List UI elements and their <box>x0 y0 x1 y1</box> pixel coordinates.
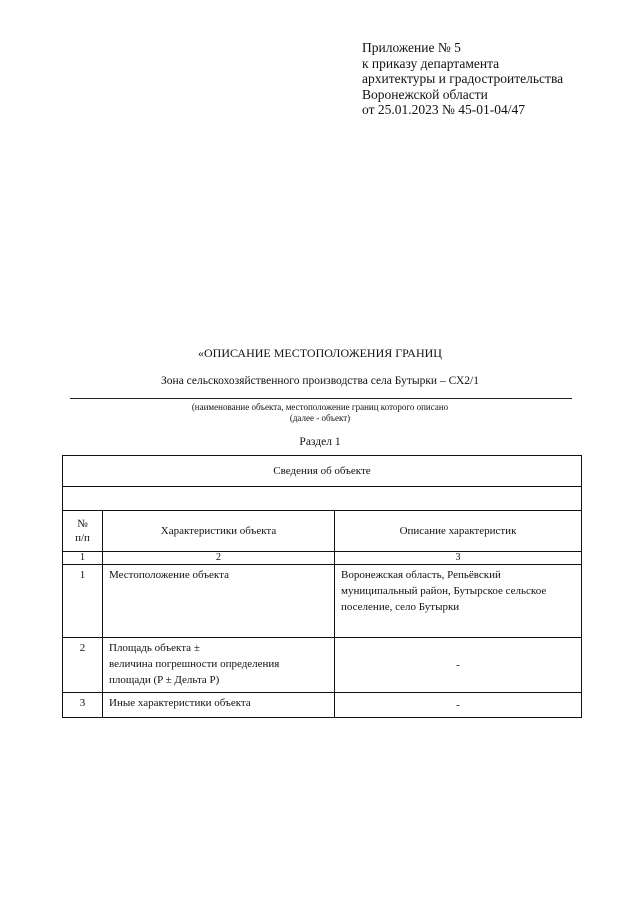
appendix-line: Приложение № 5 <box>362 40 461 55</box>
characteristic-line: величина погрешности определения <box>109 658 280 670</box>
column-header-characteristic: Характеристики объекта <box>103 511 335 552</box>
row-characteristic <box>103 638 335 693</box>
appendix-block <box>362 40 632 118</box>
caption-line: (далее - объект) <box>289 413 351 423</box>
section-heading: Раздел 1 <box>299 436 341 448</box>
appendix-line: от 25.01.2023 № 45-01-04/47 <box>362 102 525 117</box>
row-description: - <box>335 693 582 718</box>
column-header-number: № п/п <box>63 511 103 552</box>
column-number: 2 <box>103 552 335 565</box>
column-header-description: Описание характеристик <box>335 511 582 552</box>
table-row <box>63 565 582 638</box>
underline-rule <box>70 398 572 399</box>
object-info-table <box>62 455 582 718</box>
object-name-caption <box>0 402 640 424</box>
row-characteristic: Местоположение объекта <box>103 565 335 638</box>
row-number: 1 <box>63 565 103 638</box>
object-name: Зона сельскохозяйственного производства села Бутырки – СХ2/1 <box>161 375 479 387</box>
row-description: - <box>335 638 582 693</box>
table-row <box>63 638 582 693</box>
column-header-row <box>63 511 582 552</box>
document-title: «ОПИСАНИЕ МЕСТОПОЛОЖЕНИЯ ГРАНИЦ <box>198 346 442 360</box>
characteristic-line: Площадь объекта ± <box>109 642 200 654</box>
row-description: Воронежская область, Репьёвский муниципальный район, Бутырское сельское поселение, село Бутырки <box>335 565 582 638</box>
appendix-line: архитектуры и градостроительства <box>362 71 564 86</box>
appendix-line: к приказу департамента <box>362 55 500 71</box>
column-number: 3 <box>335 552 582 565</box>
caption-line: (наименование объекта, местоположение границ которого описано <box>191 402 449 412</box>
column-number: 1 <box>63 552 103 565</box>
column-number-row <box>63 552 582 565</box>
row-number: 3 <box>63 693 103 718</box>
table-empty-row <box>63 487 582 511</box>
table-header: Сведения об объекте <box>63 456 582 487</box>
characteristic-line: площади (P ± Дельта P) <box>109 674 220 686</box>
row-characteristic: Иные характеристики объекта <box>103 693 335 718</box>
table-row <box>63 693 582 718</box>
row-number: 2 <box>63 638 103 693</box>
appendix-line: Воронежской области <box>362 86 488 102</box>
